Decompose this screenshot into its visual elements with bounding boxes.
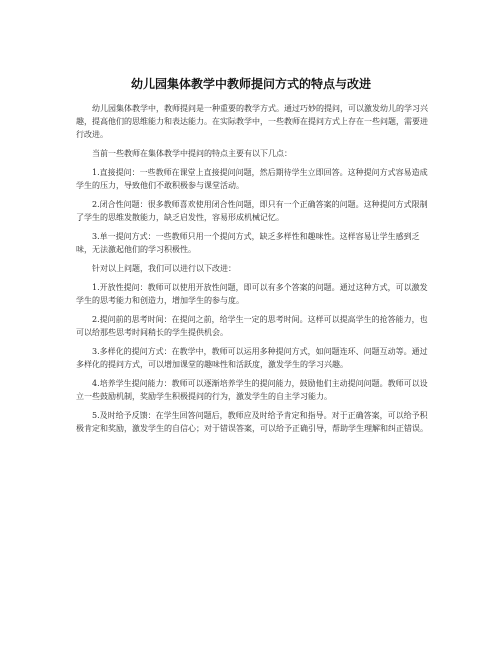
paragraph-intro: 幼儿园集体教学中，教师提问是一种重要的教学方式。通过巧妙的提问，可以激发幼儿的学习兴趣，提高他们的思维能力和表达能力。在实际教学中，一些教师在提问方式上存在一些问题，需要进行改进。	[76, 104, 428, 139]
paragraph-improvement-4: 4.培养学生提问能力：教师可以逐渐培养学生的提问能力，鼓励他们主动提问问题。教师可以设立一些鼓励机制，奖励学生积极提问的行为，激发学生的自主学习能力。	[76, 379, 428, 401]
paragraph-feature-2: 2.闭合性问题：很多教师喜欢使用闭合性问题，即只有一个正确答案的问题。这种提问方式限制了学生的思维发散能力，缺乏启发性，容易形成机械记忆。	[76, 200, 428, 222]
paragraph-feature-1: 1.直接提问：一些教师在课堂上直接提问问题，然后期待学生立即回答。这种提问方式容易造成学生的压力，导致他们不敢积极参与课堂活动。	[76, 168, 428, 190]
paragraph-improvement-1: 1.开放性提问：教师可以使用开放性问题，即可以有多个答案的问题。通过这种方式，可以激发学生的思考能力和创造力，增加学生的参与度。	[76, 283, 428, 305]
paragraph-improvements-lead: 针对以上问题，我们可以进行以下改进：	[92, 264, 236, 273]
paragraph-improvement-5: 5.及时给予反馈：在学生回答问题后，教师应及时给予肯定和指导。对于正确答案，可以给予积极肯定和奖励，激发学生的自信心；对于错误答案，可以给予正确引导，帮助学生理解和纠正错误。	[76, 411, 428, 433]
paragraph-improvement-3: 3.多样化的提问方式：在教学中，教师可以运用多种提问方式，如问题连环、问题互动等。通过多样化的提问方式，可以增加课堂的趣味性和活跃度，激发学生的学习兴趣。	[76, 347, 428, 369]
paragraph-features-lead: 当前一些教师在集体教学中提问的特点主要有以下几点：	[92, 149, 292, 158]
paragraph-feature-3: 3.单一提问方式：一些教师只用一个提问方式，缺乏多样性和趣味性。这样容易让学生感到乏味，无法激起他们的学习积极性。	[76, 232, 420, 254]
document-title: 幼儿园集体教学中教师提问方式的特点与改进	[130, 77, 371, 91]
document-body	[76, 102, 434, 441]
paragraph-improvement-2: 2.提问前的思考时间：在提问之前，给学生一定的思考时间。这样可以提高学生的抢答能力，也可以给那些思考时间稍长的学生提供机会。	[76, 315, 428, 337]
